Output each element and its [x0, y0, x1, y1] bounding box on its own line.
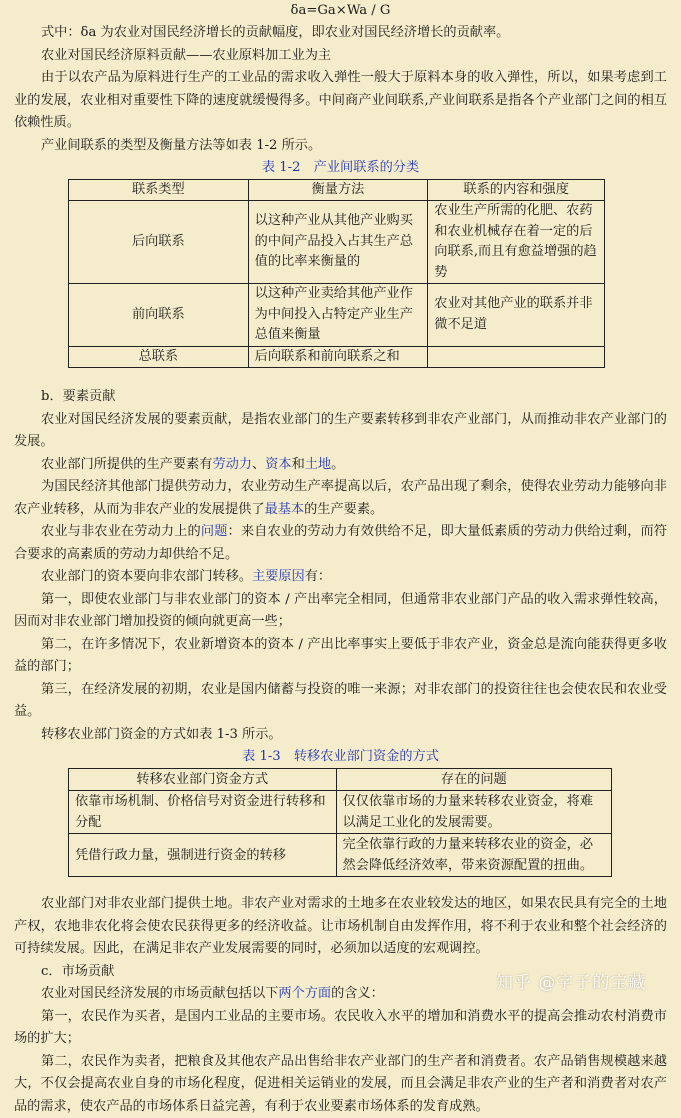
table-cell: 前向联系 [69, 284, 249, 347]
table-row [69, 201, 605, 284]
table-cell [428, 346, 605, 368]
keyword: 资本 [265, 457, 291, 472]
table-cell: 总联系 [69, 346, 249, 368]
formula: δa=Ga×Wa / G [0, 0, 681, 22]
para-land: 农业部门对非农业部门提供土地。非农产业对需求的土地多在农业较发达的地区，如果农民具有完全的土地产权，农地非农化将会使农民获得更多的经济收益。让市场机制自由发挥作用，将不利于农业和整个社会经济的可持续发展。因此，在满足非农产业发展需要的同时，必须加以适度的宏观调控。 [0, 893, 681, 961]
para-b1: 农业对国民经济发展的要素贡献，是指农业部门的生产要素转移到非农产业部门，从而推动非农产业部门的发展。 [0, 409, 681, 454]
table-cell: 后向联系和前向联系之和 [248, 346, 428, 368]
text: 农业部门的资本要向非农部门转移。 [41, 569, 252, 584]
para-b9: 转移农业部门资金的方式如表 1-3 所示。 [0, 724, 681, 747]
para-b5 [0, 566, 681, 589]
keyword: 土地 [305, 457, 331, 472]
table-cell: 仅仅依靠市场的力量来转移农业资金，将难以满足工业化的发展需要。 [336, 791, 612, 834]
text: ：来自农业的劳动力有效供给不足，即大量低素质的劳动力供给过剩，而符合要求的高素质的劳动力却供给不足。 [14, 524, 667, 562]
text: 的生产要素。 [304, 502, 383, 517]
keyword: 问题 [201, 524, 228, 539]
table-1-3-caption: 表 1-3 转移农业部门资金的方式 [0, 746, 681, 768]
section-b-heading: b．要素贡献 [0, 386, 681, 409]
text: 、 [252, 457, 265, 472]
para-b7: 第二，在许多情况下，农业新增资本的资本 / 产出比率事实上要低于非农产业，资金总是流向能获得更多收益的部门； [0, 634, 681, 679]
table-header-cell: 衡量方法 [248, 180, 428, 201]
table-cell: 依靠市场机制、价格信号对资金进行转移和分配 [69, 791, 337, 834]
table-1-2-caption: 表 1-2 产业间联系的分类 [0, 157, 681, 179]
para-b4 [0, 521, 681, 566]
text: 。 [331, 457, 344, 472]
table-header-cell: 联系类型 [69, 180, 249, 201]
para-raw-material: 由于以农产品为原料进行生产的工业品的需求收入弹性一般大于原料本身的收入弹性，所以，如果考虑到工业的发展，农业相对重要性下降的速度就缓慢得多。中间商产业间联系,产业间联系是指各个产业部门之间的相互依赖性质。 [0, 67, 681, 135]
para-b3 [0, 476, 681, 521]
para-formula-note: 式中：δa 为农业对国民经济增长的贡献幅度，即农业对国民经济增长的贡献率。 [0, 22, 681, 45]
heading-raw-material: 农业对国民经济原料贡献——农业原料加工业为主 [0, 45, 681, 68]
table-cell: 完全依靠行政的力量来转移农业的资金，必然会降低经济效率，带来资源配置的扭曲。 [336, 834, 612, 877]
table-1-2 [68, 179, 605, 368]
table-cell: 以这种产业卖给其他产业作为中间投入占特定产业生产总值来衡量 [248, 284, 428, 347]
table-cell: 农业生产所需的化肥、农药和农业机械存在着一定的后向联系,而且有愈益增强的趋势 [428, 201, 605, 284]
text: 有： [305, 569, 331, 584]
table-header-cell: 联系的内容和强度 [428, 180, 605, 201]
table-row [69, 284, 605, 347]
keyword: 两个方面 [278, 986, 331, 1001]
para-linkage-types: 产业间联系的类型及衡量方法等如表 1-2 所示。 [0, 135, 681, 158]
table-header-row [69, 769, 612, 791]
para-c2: 第一，农民作为买者，是国内工业品的主要市场。农民收入水平的增加和消费水平的提高会推动农村消费市场的扩大； [0, 1006, 681, 1051]
table-header-row [69, 180, 605, 201]
para-b6: 第一，即使农业部门与非农业部门的资本 / 产出率完全相同，但通常非农业部门产品的收入需求弹性较高，因而对非农业部门增加投资的倾向就更高一些； [0, 589, 681, 634]
para-c3: 第二，农民作为卖者，把粮食及其他农产品出售给非农产业部门的生产者和消费者。农产品销售规模越来越大，不仅会提高农业自身的市场化程度，促进相关运销业的发展，而且会满足非农产业的生产者和消费者对农产品的需求，使农产品的市场体系日益完善，有利于农业要素市场体系的发育成熟。 [0, 1051, 681, 1118]
section-c-heading: c．市场贡献 [0, 961, 681, 984]
para-b8: 第三，在经济发展的初期，农业是国内储蓄与投资的唯一来源；对非农部门的投资往往也会使农民和农业受益。 [0, 679, 681, 724]
text: 和 [292, 457, 305, 472]
table-header-cell: 转移农业部门资金方式 [69, 769, 337, 791]
table-cell: 后向联系 [69, 201, 249, 284]
table-row [69, 346, 605, 368]
table-cell: 农业对其他产业的联系并非微不足道 [428, 284, 605, 347]
text: 的含义： [331, 986, 384, 1001]
table-1-3 [68, 768, 612, 877]
table-row [69, 791, 612, 834]
table-cell: 以这种产业从其他产业购买的中间产品投入占其生产总值的比率来衡量的 [248, 201, 428, 284]
watermark: 知乎 @字子的宝藏 [496, 972, 646, 995]
text: 农业部门所提供的生产要素有 [41, 457, 212, 472]
table-cell: 凭借行政力量，强制进行资金的转移 [69, 834, 337, 877]
keyword: 最基本 [265, 502, 305, 517]
text: 农业与非农业在劳动力上的 [41, 524, 201, 539]
text: 农业对国民经济发展的市场贡献包括以下 [41, 986, 278, 1001]
keyword: 劳动力 [212, 457, 252, 472]
para-b2 [0, 454, 681, 477]
text: 为国民经济其他部门提供劳动力，农业劳动生产率提高以后，农产品出现了剩余，使得农业劳动力能够向非农产业转移，从而为非农产业的发展提供了 [14, 479, 667, 517]
keyword: 主要原因 [252, 569, 305, 584]
table-header-cell: 存在的问题 [336, 769, 612, 791]
table-row [69, 834, 612, 877]
